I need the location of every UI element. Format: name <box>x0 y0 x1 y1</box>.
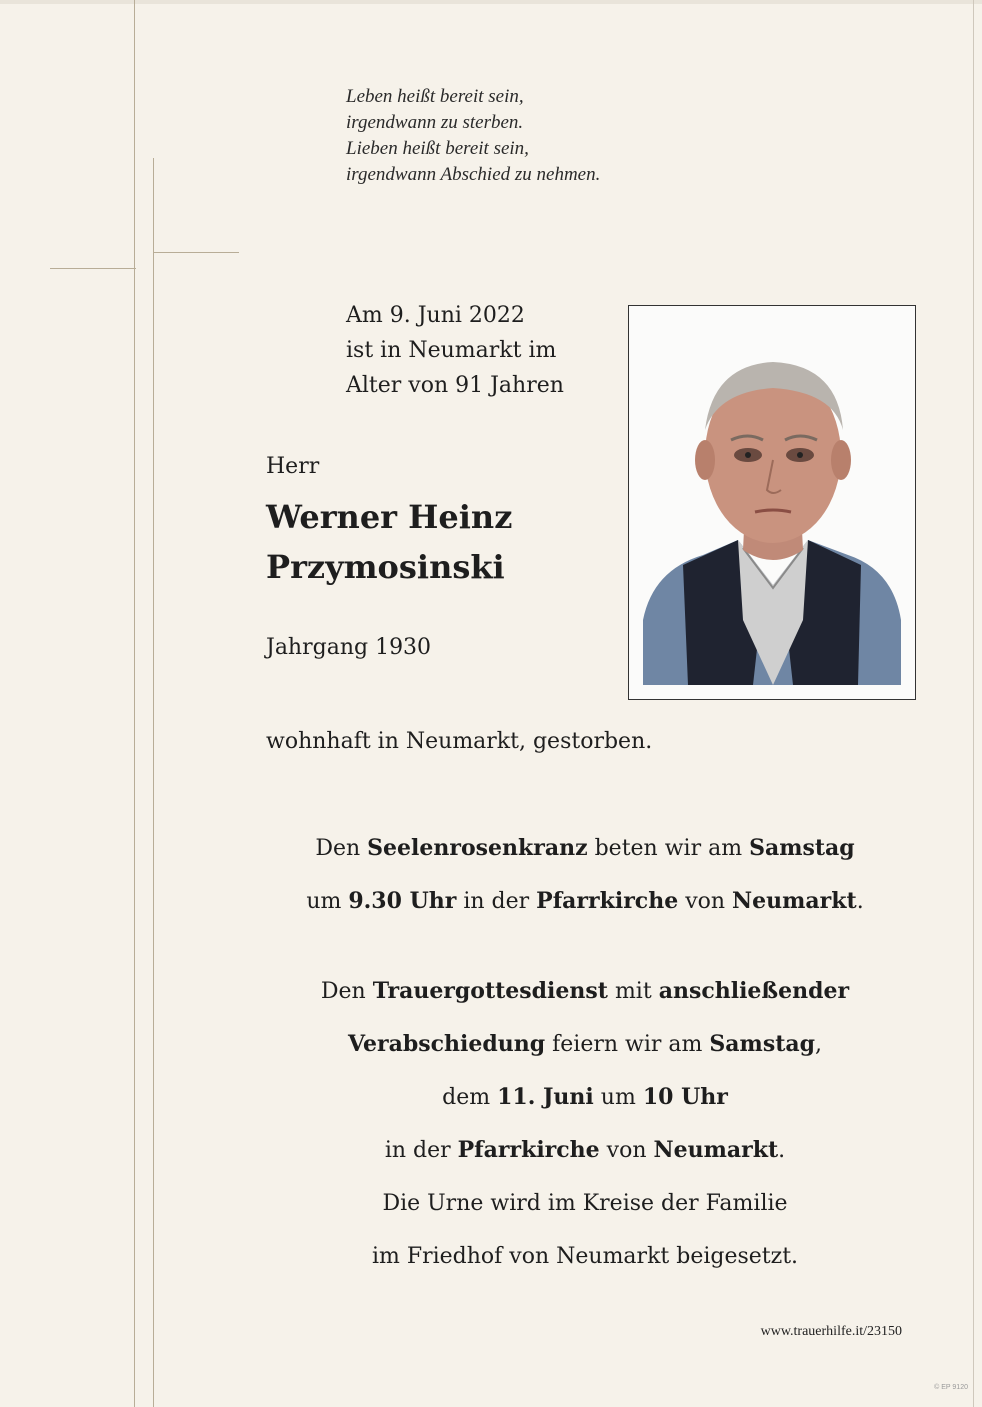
text-span: in der <box>456 889 537 914</box>
text-span: Den <box>315 836 368 861</box>
poem-line: irgendwann Abschied zu nehmen. <box>346 164 601 185</box>
rosary-line <box>200 822 970 875</box>
emphasis: Neumarkt <box>653 1137 779 1163</box>
intro-line: Alter von 91 Jahren <box>346 373 564 398</box>
intro-line: Am 9. Juni 2022 <box>346 303 525 328</box>
emphasis: Neumarkt <box>732 888 857 914</box>
cross-vertical-line <box>153 158 154 1407</box>
text-span: , <box>815 1032 823 1057</box>
honorific: Herr <box>266 454 320 479</box>
emphasis: anschließender <box>658 978 850 1004</box>
cross-vertical-line <box>134 0 135 1407</box>
poem-line: Leben heißt bereit sein, <box>346 86 524 107</box>
text-span: Den <box>320 979 373 1004</box>
funeral-line: Die Urne wird im Kreise der Familie <box>382 1191 788 1216</box>
emphasis: Samstag <box>749 835 855 861</box>
website-link[interactable]: www.trauerhilfe.it/23150 <box>760 1324 902 1339</box>
birth-year: Jahrgang 1930 <box>266 635 432 660</box>
emphasis: 11. Juni <box>497 1084 594 1110</box>
death-announcement <box>346 298 564 403</box>
text-span: . <box>778 1138 786 1163</box>
portrait-photo <box>628 305 916 700</box>
rosary-line <box>200 875 970 928</box>
funeral-line: im Friedhof von Neumarkt beigesetzt. <box>371 1244 799 1269</box>
cross-horizontal-line <box>153 252 239 253</box>
emphasis: Verabschiedung <box>347 1031 546 1057</box>
cross-horizontal-line <box>50 268 136 269</box>
rosary-announcement <box>200 822 970 928</box>
emphasis: 9.30 Uhr <box>348 888 457 914</box>
text-span: dem <box>442 1085 498 1110</box>
text-span: feiern wir am <box>545 1032 710 1057</box>
text-span: . <box>856 889 864 914</box>
name-line: Werner Heinz <box>266 498 513 536</box>
text-span: mit <box>607 979 659 1004</box>
print-code: © EP 9120 <box>934 1384 968 1391</box>
funeral-line <box>200 965 970 1018</box>
deceased-name <box>266 492 512 592</box>
text-span: von <box>599 1138 654 1163</box>
text-span: um <box>593 1085 643 1110</box>
text-span: von <box>678 889 733 914</box>
poem-line: irgendwann zu sterben. <box>346 112 524 133</box>
text-span: beten wir am <box>587 836 750 861</box>
residence-text: wohnhaft in Neumarkt, gestorben. <box>266 729 653 754</box>
intro-line: ist in Neumarkt im <box>346 338 557 363</box>
emphasis: Pfarrkirche <box>457 1137 600 1163</box>
emphasis: Trauergottesdienst <box>372 978 608 1004</box>
funeral-line <box>200 1071 970 1124</box>
funeral-line <box>200 1018 970 1071</box>
portrait-image <box>643 320 901 685</box>
emphasis: Seelenrosenkranz <box>367 835 588 861</box>
emphasis: Samstag <box>709 1031 816 1057</box>
funeral-line <box>200 1124 970 1177</box>
emphasis: 10 Uhr <box>642 1084 728 1110</box>
poem-quote <box>346 84 600 188</box>
funeral-announcement <box>200 965 970 1283</box>
text-span: um <box>306 889 349 914</box>
page-right-edge <box>973 0 974 1407</box>
page-top-edge <box>0 0 982 4</box>
poem-line: Lieben heißt bereit sein, <box>346 138 529 159</box>
emphasis: Pfarrkirche <box>536 888 679 914</box>
name-line: Przymosinski <box>266 548 505 586</box>
text-span: in der <box>384 1138 458 1163</box>
